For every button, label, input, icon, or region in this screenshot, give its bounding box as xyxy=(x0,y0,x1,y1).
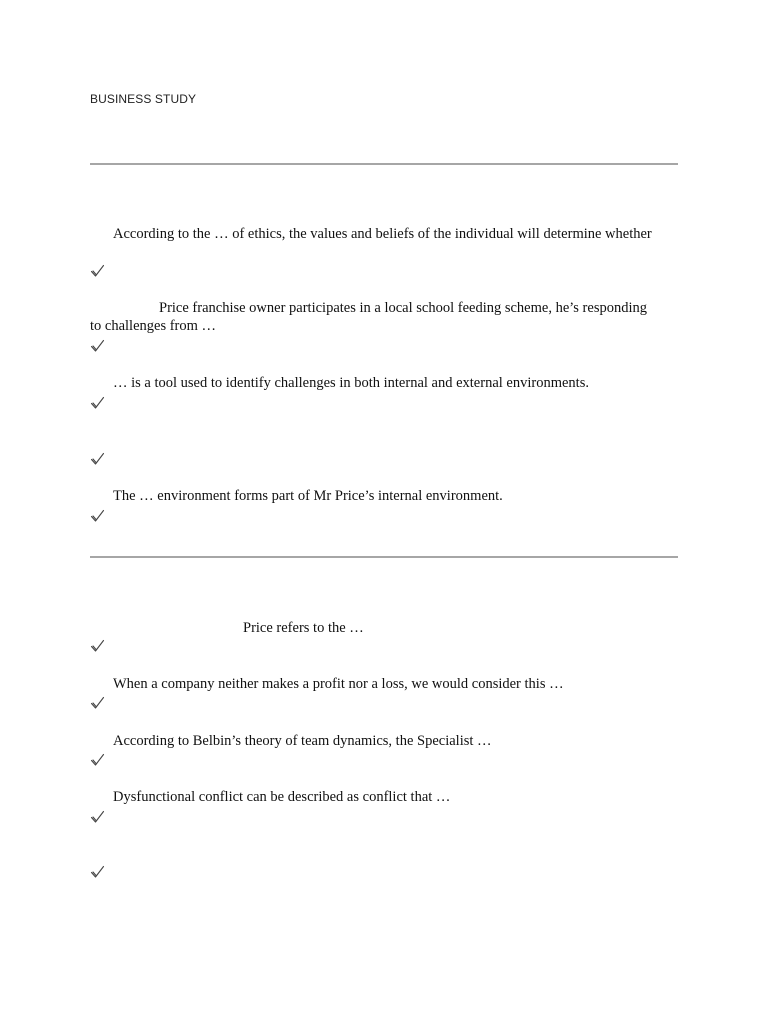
section-divider-middle xyxy=(90,556,678,558)
checkmark-icon xyxy=(90,753,105,767)
checkmark-icon xyxy=(90,339,105,353)
question-text-6: Price refers to the … xyxy=(243,620,364,636)
section-divider-top xyxy=(90,163,678,165)
question-text-8: According to Belbin’s theory of team dynamics, the Specialist … xyxy=(113,733,492,749)
checkmark-icon xyxy=(90,396,105,410)
checkmark-icon xyxy=(90,865,105,879)
checkmark-icon xyxy=(90,810,105,824)
checkmark-icon xyxy=(90,452,105,466)
question-text-3: … is a tool used to identify challenges in both internal and external environments. xyxy=(113,375,589,391)
question-text-7: When a company neither makes a profit nor a loss, we would consider this … xyxy=(113,676,564,692)
question-text-5: The … environment forms part of Mr Price’s internal environment. xyxy=(113,488,503,504)
checkmark-icon xyxy=(90,264,105,278)
checkmark-icon xyxy=(90,639,105,653)
document-header-title: BUSINESS STUDY xyxy=(90,92,197,106)
checkmark-icon xyxy=(90,696,105,710)
checkmark-icon xyxy=(90,509,105,523)
question-text-1: According to the … of ethics, the values and beliefs of the individual will determine whether xyxy=(113,226,652,242)
question-text-2: Price franchise owner participates in a local school feeding scheme, he’s responding xyxy=(159,300,647,316)
question-text-9: Dysfunctional conflict can be described as conflict that … xyxy=(113,789,451,805)
question-text-2-continuation: to challenges from … xyxy=(90,318,217,334)
